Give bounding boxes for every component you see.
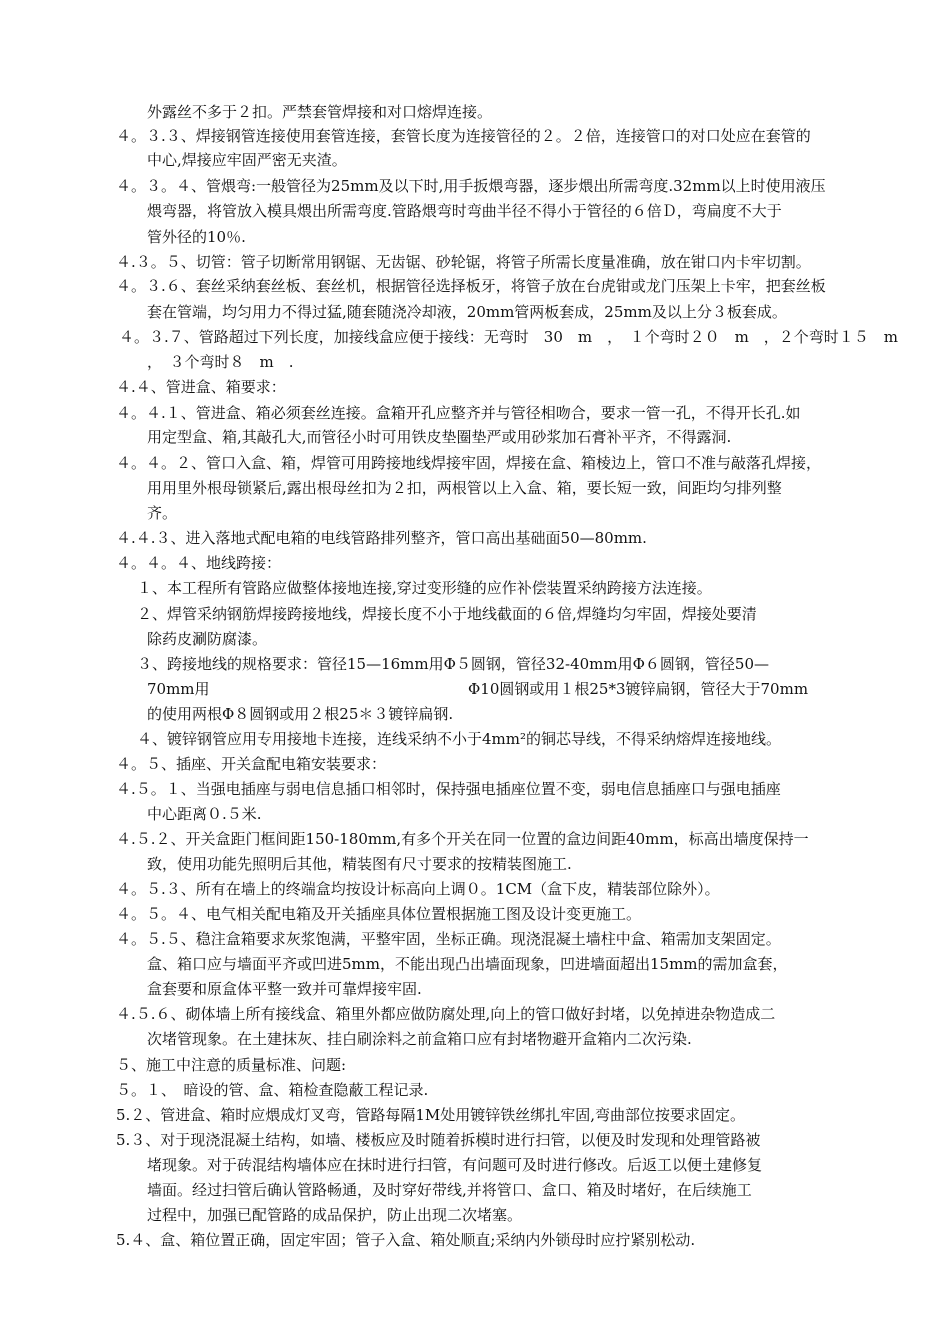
text-line: ４。４.１、管进盒、箱必须套丝连接。盒箱开孔应整齐并与管径相吻合，要求一管一孔，不得开长孔.如	[116, 404, 801, 422]
text-line: ３、跨接地线的规格要求：管径15—16mm用Φ５圆钢，管径32-40mm用Φ６圆钢，管径50—	[137, 655, 769, 673]
text-line: ４.５.２、开关盒距门框间距150-180mm,有多个开关在同一位置的盒边间距40mm，标高出墙度保持一	[116, 830, 809, 848]
text-line: 致，使用功能先照明后其他，精装图有尺寸要求的按精装图施工.	[147, 855, 572, 873]
text-line: ４。３。４、管煨弯:一般管径为25mm及以下时,用手扳煨弯器，逐步煨出所需弯度.32mm以上时使用液压	[116, 177, 826, 195]
text-line: ４、镀锌钢管应用专用接地卡连接，连线采纳不小于4mm²的铜芯导线，不得采纳熔焊连接地线。	[137, 730, 782, 748]
text-line: ２、焊管采纳钢筋焊接跨接地线，焊接长度不小于地线截面的６倍,焊缝均匀牢固，焊接处要清	[137, 605, 757, 623]
text-line: 次堵管现象。在土建抹灰、挂白刷涂料之前盒箱口应有封堵物避开盒箱内二次污染.	[147, 1030, 692, 1048]
text-line: 过程中，加强已配管路的成品保护，防止出现二次堵塞。	[147, 1206, 523, 1224]
text-line: ４。４。２、管口入盒、箱，焊管可用跨接地线焊接牢固，焊接在盒、箱棱边上，管口不准与敲落孔焊接，	[116, 454, 822, 472]
text-line: ４。３.６、套丝采纳套丝板、套丝机，根据管径选择板牙，将管子放在台虎钳或龙门压架上卡牢，把套丝板	[116, 277, 826, 295]
text-line: 的使用两根Φ８圆钢或用２根25＊３镀锌扁钢.	[147, 705, 454, 723]
text-line: ４。４。４、地线跨接：	[116, 554, 282, 572]
text-line: 盒、箱口应与墙面平齐或凹进5mm，不能出现凸出墙面现象，凹进墙面超出15mm的需加盒套，	[147, 955, 788, 973]
text-line: ４.５.６、砌体墙上所有接线盒、箱里外都应做防腐处理,向上的管口做好封堵，以免掉进杂物造成二	[116, 1005, 776, 1023]
text-line: 中心,焊接应牢固严密无夹渣。	[147, 151, 347, 169]
text-line: ５。１、 暗设的管、盒、箱检查隐蔽工程记录.	[116, 1081, 429, 1099]
text-line: 堵现象。对于砖混结构墙体应在抹时进行扫管，有问题可及时进行修改。后返工以便土建修复	[147, 1156, 763, 1174]
text-line: 用定型盒、箱,其敲孔大,而管径小时可用铁皮垫圈垫严或用砂浆加石膏补平齐，不得露洞.	[147, 428, 732, 446]
text-line: 齐。	[147, 504, 178, 522]
text-line: 用用里外根母锁紧后,露出根母丝扣为２扣，两根管以上入盒、箱，要长短一致，间距均匀排列整	[147, 479, 782, 497]
text-line: 5.３、对于现浇混凝土结构，如墙、楼板应及时随着拆模时进行扫管，以便及时发现和处理管路被	[116, 1131, 761, 1149]
text-line: ４.３。５、切管：管子切断常用钢锯、无齿锯、砂轮锯，将管子所需长度量准确，放在钳口内卡牢切割。	[116, 253, 811, 271]
text-line: 墙面。经过扫管后确认管路畅通，及时穿好带线,并将管口、盒口、箱及时堵好，在后续施工	[147, 1181, 752, 1199]
text-line: ４。３.３、焊接钢管连接使用套管连接，套管长度为连接管径的２。２倍，连接管口的对口处应在套管的	[116, 127, 811, 145]
text-line: 5.４、盒、箱位置正确，固定牢固；管子入盒、箱处顺直;采纳内外锁母时应拧紧别松动.	[116, 1231, 696, 1249]
text-line: ４。５.３、所有在墙上的终端盒均按设计标高向上调０。1CM（盒下皮，精装部位除外）。	[116, 880, 720, 898]
text-line: ４。３.７、管路超过下列长度，加接线盒应便于接线：无弯时 30 m ， １个弯时２０ m ，２个弯时１５ m	[119, 328, 899, 346]
text-line: 70mm用	[147, 680, 210, 698]
text-line: Φ10圆钢或用１根25*3镀锌扁钢，管径大于70mm	[468, 680, 809, 698]
text-line: 盒套要和原盒体平整一致并可靠焊接牢固.	[147, 980, 422, 998]
text-line: 外露丝不多于２扣。严禁套管焊接和对口熔焊连接。	[147, 103, 493, 121]
text-line: ４.５。１、当强电插座与弱电信息插口相邻时，保持强电插座位置不变，弱电信息插座口与强电插座	[116, 780, 781, 798]
text-line: ４.４、管进盒、箱要求：	[116, 378, 286, 396]
text-line: 套在管端，均匀用力不得过猛,随套随浇冷却液，20mm管两板套成，25mm及以上分３板套成。	[147, 303, 787, 321]
text-line: 中心距离０.５米.	[147, 805, 262, 823]
text-line: １、本工程所有管路应做整体接地连接,穿过变形缝的应作补偿装置采纳跨接方法连接。	[137, 579, 712, 597]
text-line: ， ３个弯时８ m .	[147, 353, 294, 371]
text-line: 5.２、管进盒、箱时应煨成灯叉弯，管路每隔1M处用镀锌铁丝绑扎牢固,弯曲部位按要求固定。	[116, 1106, 745, 1124]
text-line: ５、施工中注意的质量标准、问题:	[116, 1056, 347, 1074]
text-line: 煨弯器，将管放入模具煨出所需弯度.管路煨弯时弯曲半径不得小于管径的６倍Ｄ，弯扁度不大于	[147, 202, 782, 220]
text-line: ４。５。４、电气相关配电箱及开关插座具体位置根据施工图及设计变更施工。	[116, 905, 642, 923]
text-line: 除药皮涮防腐漆。	[147, 630, 268, 648]
text-line: ４。５、插座、开关盒配电箱安装要求：	[116, 755, 387, 773]
text-line: ４.４.３、进入落地式配电箱的电线管路排列整齐，管口高出基础面50—80mm.	[116, 529, 647, 547]
text-line: ４。５.５、稳注盒箱要求灰浆饱满，平整牢固，坐标正确。现浇混凝土墙柱中盒、箱需加支架固定。	[116, 930, 781, 948]
text-line: 管外径的10％.	[147, 228, 246, 246]
